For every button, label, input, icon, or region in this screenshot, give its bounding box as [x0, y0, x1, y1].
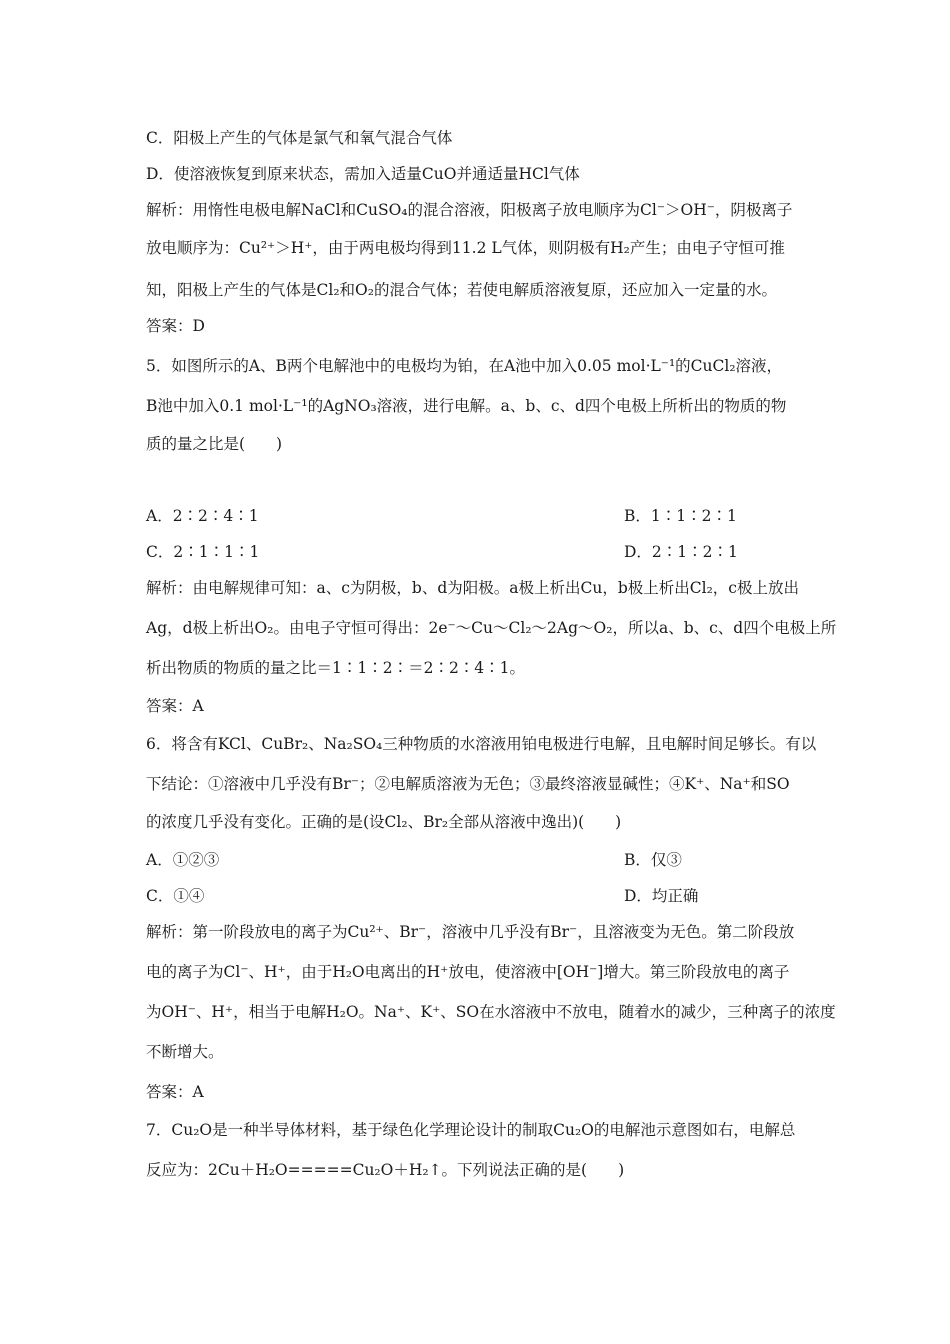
q7-stem-line: 7．Cu₂O是一种半导体材料，基于绿色化学理论设计的制取Cu₂O的电解池示意图如右，电解总: [146, 1121, 796, 1139]
q4-answer: 答案：D: [146, 317, 205, 335]
q5-option-a: A．2∶2∶4∶1: [146, 507, 259, 525]
q5-analysis-line: 析出物质的物质的量之比＝1∶1∶2∶＝2∶2∶4∶1。: [146, 659, 526, 677]
q4-analysis-line: 放电顺序为：Cu²⁺＞H⁺，由于两电极均得到11.2 L气体，则阴极有H₂产生；由电子守恒可推: [146, 239, 785, 257]
q4-analysis-line: 知，阳极上产生的气体是Cl₂和O₂的混合气体；若使电解质溶液复原，还应加入一定量的水。: [146, 281, 777, 299]
q5-analysis-line: Ag，d极上析出O₂。由电子守恒可得出：2e⁻～Cu～Cl₂～2Ag～O₂，所以a、b、c、d四个电极上所: [146, 619, 837, 637]
q4-analysis-line: 解析：用惰性电极电解NaCl和CuSO₄的混合溶液，阳极离子放电顺序为Cl⁻＞OH⁻，阴极离子: [146, 201, 793, 219]
q4-option-d: D．使溶液恢复到原来状态，需加入适量CuO并通适量HCl气体: [146, 165, 580, 183]
q6-stem-line: 下结论：①溶液中几乎没有Br⁻；②电解质溶液为无色；③最终溶液显碱性；④K⁺、Na⁺和SO: [146, 775, 790, 793]
q6-analysis-line: 电的离子为Cl⁻、H⁺，由于H₂O电离出的H⁺放电，使溶液中[OH⁻]增大。第三阶段放电的离子: [146, 963, 790, 981]
q5-stem-line: B池中加入0.1 mol·L⁻¹的AgNO₃溶液，进行电解。a、b、c、d四个电极上所析出的物质的物: [146, 397, 787, 415]
q5-analysis-line: 解析：由电解规律可知：a、c为阴极，b、d为阳极。a极上析出Cu，b极上析出Cl₂，c极上放出: [146, 579, 799, 597]
q6-analysis-line: 解析：第一阶段放电的离子为Cu²⁺、Br⁻，溶液中几乎没有Br⁻，且溶液变为无色。第二阶段放: [146, 923, 795, 941]
q5-option-d: D．2∶1∶2∶1: [624, 543, 738, 561]
q6-analysis-line: 不断增大。: [146, 1043, 224, 1061]
q6-option-b: B．仅③: [624, 851, 682, 869]
q6-option-d: D．均正确: [624, 887, 699, 905]
q6-answer: 答案：A: [146, 1083, 204, 1101]
q7-stem-line: 反应为：2Cu＋H₂O=====Cu₂O＋H₂↑。下列说法正确的是( ): [146, 1161, 625, 1179]
q5-stem-line: 质的量之比是( ): [146, 435, 283, 453]
q6-option-c: C．①④: [146, 887, 205, 905]
q5-option-b: B．1∶1∶2∶1: [624, 507, 737, 525]
q6-analysis-line: 为OH⁻、H⁺，相当于电解H₂O。Na⁺、K⁺、SO在水溶液中不放电，随着水的减少，三种离子的浓度: [146, 1003, 836, 1021]
q5-answer: 答案：A: [146, 697, 204, 715]
q4-option-c: C．阳极上产生的气体是氯气和氧气混合气体: [146, 129, 453, 147]
q6-option-a: A．①②③: [146, 851, 220, 869]
q6-stem-line: 6．将含有KCl、CuBr₂、Na₂SO₄三种物质的水溶液用铂电极进行电解，且电解时间足够长。有以: [146, 735, 817, 753]
q5-option-c: C．2∶1∶1∶1: [146, 543, 260, 561]
q5-stem-line: 5．如图所示的A、B两个电解池中的电极均为铂，在A池中加入0.05 mol·L⁻¹的CuCl₂溶液，: [146, 357, 783, 375]
q6-stem-line: 的浓度几乎没有变化。正确的是(设Cl₂、Br₂全部从溶液中逸出)( ): [146, 813, 622, 831]
